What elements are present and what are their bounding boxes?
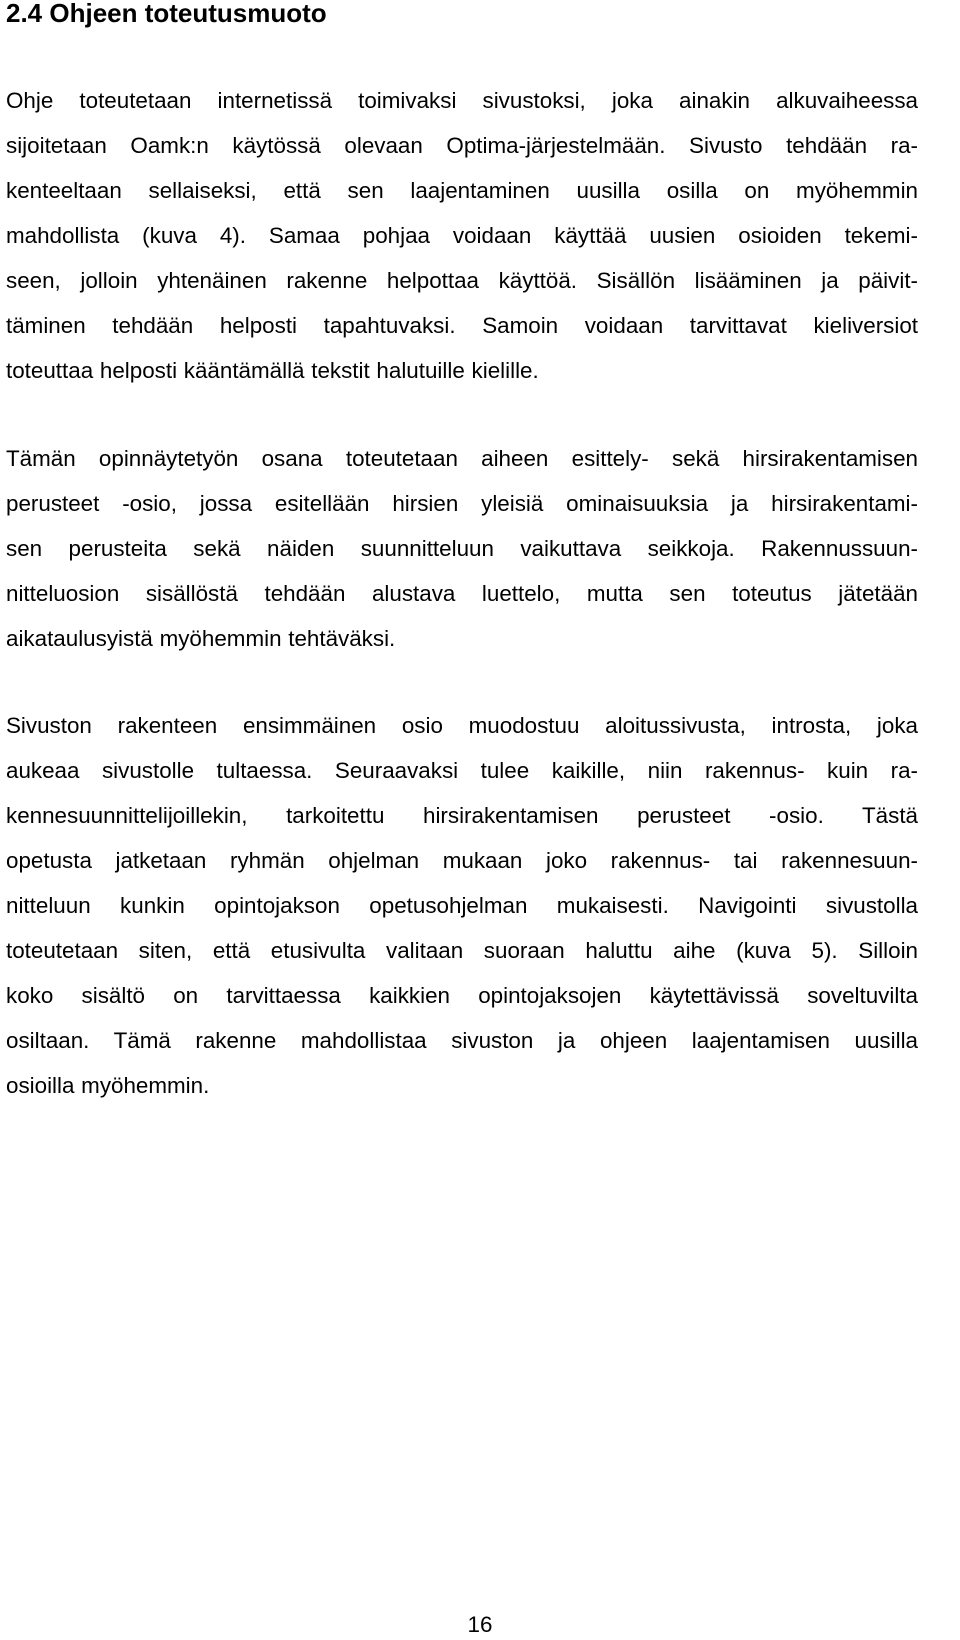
text-line: Sivuston rakenteen ensimmäinen osio muodostuu aloitussivusta, introsta, joka	[6, 713, 918, 738]
text-line: nitteluun kunkin opintojakson opetusohjelman mukaisesti. Navigointi sivustolla	[6, 893, 918, 918]
text-line: Tämän opinnäytetyön osana toteutetaan aiheen esittely- sekä hirsirakentamisen	[6, 446, 918, 471]
text-line: nitteluosion sisällöstä tehdään alustava luettelo, mutta sen toteutus jätetään	[6, 581, 918, 606]
page-number: 16	[467, 1612, 493, 1637]
text-line: sijoitetaan Oamk:n käytössä olevaan Optima-järjestelmään. Sivusto tehdään ra-	[6, 133, 918, 158]
text-line: aukeaa sivustolle tultaessa. Seuraavaksi tulee kaikille, niin rakennus- kuin ra-	[6, 758, 918, 783]
text-line: osioilla myöhemmin.	[6, 1073, 210, 1098]
text-line: toteuttaa helposti kääntämällä tekstit halutuille kielille.	[6, 358, 539, 383]
text-line: aikataulusyistä myöhemmin tehtäväksi.	[6, 626, 396, 651]
text-line: kennesuunnittelijoillekin, tarkoitettu hirsirakentamisen perusteet -osio. Tästä	[6, 803, 918, 828]
section-heading: 2.4 Ohjeen toteutusmuoto	[6, 0, 327, 28]
text-line: mahdollista (kuva 4). Samaa pohjaa voidaan käyttää uusien osioiden tekemi-	[6, 223, 918, 248]
text-line: täminen tehdään helposti tapahtuvaksi. Samoin voidaan tarvittavat kieliversiot	[6, 313, 918, 338]
text-line: Ohje toteutetaan internetissä toimivaksi sivustoksi, joka ainakin alkuvaiheessa	[6, 88, 918, 113]
paragraph-implementation-format	[6, 78, 918, 393]
text-line: kenteeltaan sellaiseksi, että sen laajentaminen uusilla osilla on myöhemmin	[6, 178, 918, 203]
text-line: koko sisältö on tarvittaessa kaikkien opintojaksojen käytettävissä soveltuvilta	[6, 983, 918, 1008]
text-line: osiltaan. Tämä rakenne mahdollistaa sivuston ja ohjeen laajentamisen uusilla	[6, 1028, 918, 1053]
text-line: sen perusteita sekä näiden suunnitteluun vaikuttava seikkoja. Rakennussuun-	[6, 536, 918, 561]
text-line: seen, jolloin yhtenäinen rakenne helpottaa käyttöä. Sisällön lisääminen ja päivit-	[6, 268, 918, 293]
paragraph-site-structure	[6, 703, 918, 1108]
text-line: opetusta jatketaan ryhmän ohjelman mukaan joko rakennus- tai rakennesuun-	[6, 848, 918, 873]
text-line: perusteet -osio, jossa esitellään hirsien yleisiä ominaisuuksia ja hirsirakentami-	[6, 491, 918, 516]
paragraph-thesis-scope	[6, 436, 918, 661]
text-line: toteutetaan siten, että etusivulta valitaan suoraan haluttu aihe (kuva 5). Silloin	[6, 938, 918, 963]
